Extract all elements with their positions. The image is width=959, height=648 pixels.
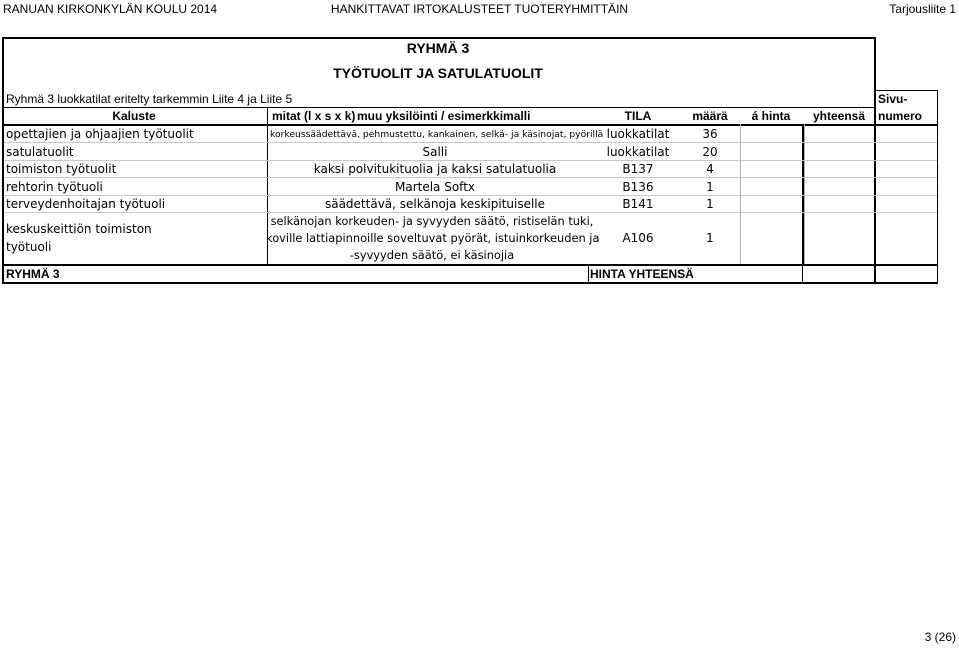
row-2-maara: 20 — [702, 145, 718, 159]
row-6-desc-line-1: selkänojan korkeuden- ja syvyyden säätö, ristiselän tuki, — [270, 214, 594, 228]
row-6-maara: 1 — [706, 231, 714, 245]
rows-bottom-line — [2, 264, 938, 266]
group-subheading: TYÖTUOLIT JA SATULATUOLIT — [333, 65, 543, 81]
header-bottom-line — [2, 124, 938, 126]
row-3-tila: B137 — [622, 162, 654, 176]
table-top-border — [2, 37, 876, 39]
sivu-right-border — [937, 90, 938, 283]
col-yhteensa-header: yhteensä — [812, 109, 866, 123]
col-mitat-header: mitat (l x s x k) — [272, 109, 356, 123]
row-line-5 — [4, 212, 937, 213]
group-note: Ryhmä 3 luokkatilat eritelty tarkemmin Liite 4 ja Liite 5 — [6, 92, 293, 106]
col-hinta-header: á hinta — [751, 109, 791, 123]
col-muu-header: muu yksilöinti / esimerkkimalli — [357, 109, 531, 123]
col-maara-header: määrä — [692, 109, 728, 123]
row-1-maara: 36 — [702, 127, 718, 141]
footer-total-left-line — [588, 264, 589, 283]
sivu-top-line — [876, 90, 938, 91]
row-5-maara: 1 — [706, 197, 714, 211]
row-3-kaluste: toimiston työtuolit — [6, 162, 117, 176]
footer-total-label: HINTA YHTEENSÄ — [590, 267, 694, 281]
row-1-kaluste: opettajien ja ohjaajien työtuolit — [6, 127, 194, 141]
col-tila-header: TILA — [624, 109, 652, 123]
sivu-label: Sivu- — [878, 92, 908, 106]
attachment-label: Tarjousliite 1 — [889, 2, 956, 16]
row-3-desc: kaksi polvitukituolia ja kaksi satulatuolia — [313, 162, 557, 176]
row-6-kaluste-line-2: työtuoli — [6, 240, 52, 254]
page-number: 3 (26) — [924, 630, 956, 644]
school-name: RANUAN KIRKONKYLÄN KOULU 2014 — [3, 2, 218, 16]
row-2-desc: Salli — [422, 145, 448, 159]
row-1-tila: luokkatilat — [606, 127, 670, 141]
row-2-tila: luokkatilat — [606, 145, 670, 159]
row-4-desc: Martela Softx — [394, 180, 475, 194]
group-heading: RYHMÄ 3 — [406, 40, 470, 56]
row-6-tila: A106 — [622, 231, 654, 245]
header-top-line — [2, 107, 876, 108]
row-2-kaluste: satulatuolit — [6, 145, 74, 159]
row-5-kaluste: terveydenhoitajan työtuoli — [6, 197, 166, 211]
document-title: HANKITTAVAT IRTOKALUSTEET TUOTERYHMITTÄIN — [330, 2, 629, 16]
row-line-1 — [4, 142, 937, 143]
footer-bottom-line — [2, 282, 938, 284]
col-kaluste-header: Kaluste — [112, 109, 156, 123]
row-6-kaluste-line-1: keskuskeittiön toimiston — [6, 222, 152, 236]
footer-total-right-line — [802, 264, 803, 283]
row-4-kaluste: rehtorin työtuoli — [6, 180, 103, 194]
row-5-tila: B141 — [622, 197, 654, 211]
row-line-4 — [4, 195, 937, 196]
row-4-maara: 1 — [706, 180, 714, 194]
row-line-2 — [4, 160, 937, 161]
col-numero-header: numero — [878, 109, 923, 123]
row-3-maara: 4 — [706, 162, 714, 176]
row-line-3 — [4, 177, 937, 178]
row-1-desc: korkeussäädettävä, pehmustettu, kankainen, selkä- ja käsinojat, pyörillä — [270, 129, 604, 140]
row-5-desc: säädettävä, selkänoja keskipituiselle — [324, 197, 546, 211]
row-4-tila: B136 — [622, 180, 654, 194]
footer-group-label: RYHMÄ 3 — [6, 267, 60, 281]
row-6-desc-line-2: koville lattiapinnoille soveltuvat pyörät, istuinkorkeuden ja — [266, 231, 600, 245]
row-6-desc-line-3: -syvyyden säätö, ei käsinojia — [349, 248, 515, 262]
